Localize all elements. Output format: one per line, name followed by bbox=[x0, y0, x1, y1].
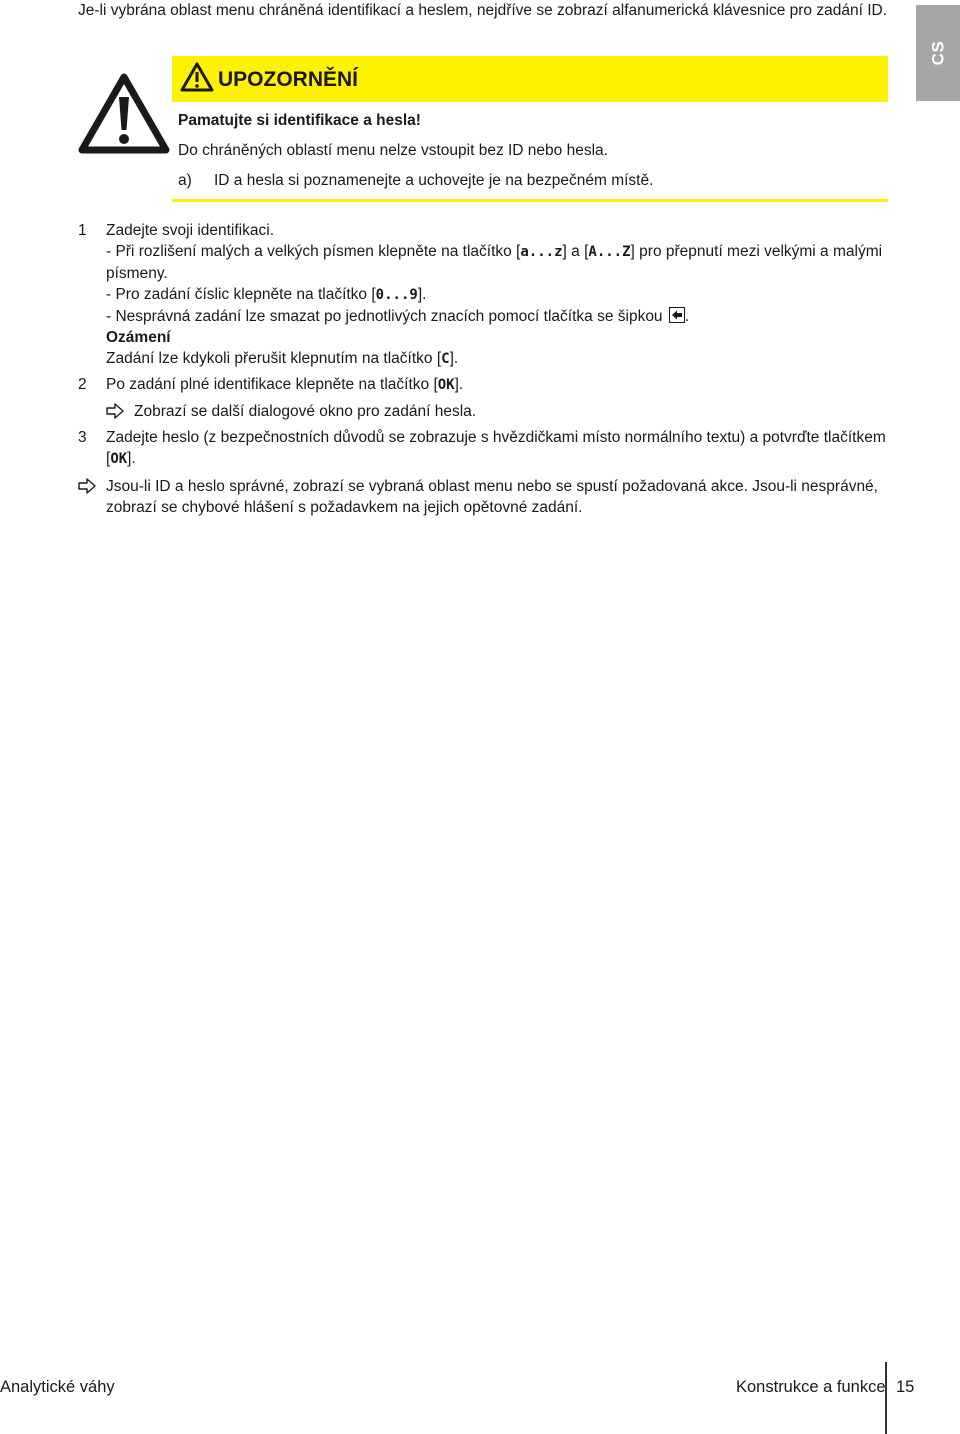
step-2 bbox=[78, 374, 888, 422]
step-title: Zadejte svoji identifikaci. bbox=[106, 222, 274, 239]
note-text: Zadání lze kdykoli přerušit klepnutím na tlačítko [C]. bbox=[106, 350, 459, 367]
key-c: C bbox=[441, 351, 450, 367]
step-sub-digits: - Pro zadání číslic klepněte na tlačítko [0...9]. bbox=[106, 286, 427, 303]
key-lowercase: a...z bbox=[520, 244, 563, 260]
result-arrow-icon bbox=[78, 478, 96, 494]
warning-item-label: a) bbox=[178, 172, 192, 189]
step-sub-case: - Při rozlišení malých a velkých písmen klepněte na tlačítko [a...z] a [A...Z] pro přepnutí mezi velkými a malými písmeny. bbox=[106, 243, 883, 282]
warning-item-text: ID a hesla si poznamenejte a uchovejte je na bezpečném místě. bbox=[214, 172, 654, 189]
step-3 bbox=[78, 427, 888, 470]
footer-product: Analytické váhy bbox=[0, 1378, 115, 1396]
result-arrow-icon bbox=[106, 403, 124, 419]
warning-line: Do chráněných oblastí menu nelze vstoupit bez ID nebo hesla. bbox=[178, 142, 608, 159]
step-sub-delete: - Nesprávná zadání lze smazat po jednotlivých znacích pomocí tlačítka se šipkou . bbox=[106, 308, 690, 325]
note-heading: Ozámení bbox=[106, 329, 171, 346]
final-result bbox=[78, 476, 888, 518]
warning-title: UPOZORNĚNÍ bbox=[218, 68, 359, 91]
step-number: 3 bbox=[78, 429, 87, 446]
page-number: 15 bbox=[896, 1378, 915, 1396]
step-number: 1 bbox=[78, 222, 87, 239]
step-text: Zadejte heslo (z bezpečnostních důvodů se zobrazuje s hvězdičkami místo normálního textu) a potvrďte tlačítkem [OK]. bbox=[106, 429, 886, 467]
footer-divider bbox=[885, 1362, 887, 1434]
warning-small-icon bbox=[180, 62, 214, 92]
footer-section: Konstrukce a funkce bbox=[736, 1378, 886, 1396]
warning-header-bar bbox=[172, 56, 888, 102]
warning-body bbox=[178, 110, 878, 200]
step-result bbox=[106, 401, 888, 422]
step-1 bbox=[78, 220, 888, 370]
key-digits: 0...9 bbox=[375, 287, 418, 303]
key-uppercase: A...Z bbox=[588, 244, 631, 260]
warning-bottom-rule bbox=[172, 199, 888, 202]
key-ok: OK bbox=[437, 377, 455, 393]
backspace-arrow-icon bbox=[669, 307, 685, 323]
language-tab-label: CS bbox=[928, 40, 948, 66]
final-result-text: Jsou-li ID a heslo správné, zobrazí se vybraná oblast menu nebo se spustí požadovaná akce. Jsou-li nesprávné, zobrazí se chybové hlášení s požadavkem na jejich opětovné zadání. bbox=[106, 478, 878, 516]
language-tab bbox=[916, 5, 960, 101]
step-text: Po zadání plné identifikace klepněte na tlačítko [OK]. bbox=[106, 376, 464, 393]
result-text: Zobrazí se další dialogové okno pro zadání hesla. bbox=[134, 403, 477, 420]
warning-triangle-icon bbox=[78, 72, 170, 154]
warning-bold-line: Pamatujte si identifikace a hesla! bbox=[178, 112, 421, 129]
key-ok: OK bbox=[110, 451, 128, 467]
intro-paragraph: Je-li vybrána oblast menu chráněná identifikací a heslem, nejdříve se zobrazí alfanumerická klávesnice pro zadání ID. bbox=[78, 2, 887, 19]
step-number: 2 bbox=[78, 376, 87, 393]
warning-item bbox=[178, 170, 878, 191]
